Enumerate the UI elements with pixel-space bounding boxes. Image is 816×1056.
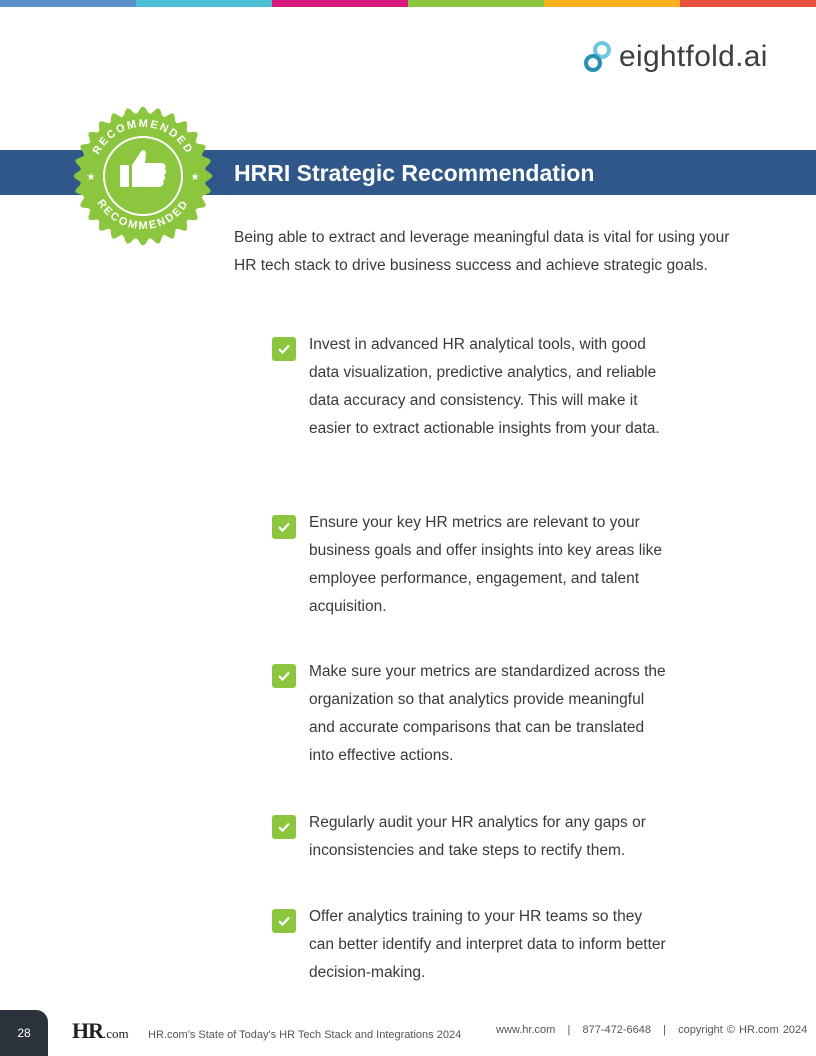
recommendation-item (272, 509, 672, 621)
recommendation-text: Make sure your metrics are standardized across the organization so that analytics provide meaningful and accurate comparisons that can be translated into effective actions. (309, 663, 666, 764)
recommendation-item (272, 331, 672, 443)
recommendation-item (272, 809, 672, 865)
stripe-segment (0, 0, 136, 7)
logo-text: eightfold.ai (619, 40, 768, 73)
stripe-segment (408, 0, 544, 7)
recommendation-text: Ensure your key HR metrics are relevant to your business goals and offer insights into key areas like employee performance, engagement, and talent acquisition. (309, 514, 662, 615)
page-number: 28 (0, 1010, 48, 1056)
footer (0, 1000, 816, 1056)
checkmark-icon (272, 909, 296, 933)
hr-com-logo (72, 1018, 129, 1044)
eightfold-logo (583, 40, 768, 74)
stripe-segment (544, 0, 680, 7)
checkmark-icon (272, 664, 296, 688)
recommendation-text: Regularly audit your HR analytics for any gaps or inconsistencies and take steps to rectify them. (309, 814, 646, 859)
star-icon: ★ (190, 172, 200, 183)
stripe-segment (272, 0, 408, 7)
stripe-segment (680, 0, 816, 7)
recommendation-item (272, 658, 672, 770)
checkmark-icon (272, 815, 296, 839)
badge-bottom-text: RECOMMENDED (94, 197, 192, 233)
recommended-badge (72, 105, 214, 247)
badge-top-text: RECOMMENDED (90, 117, 196, 157)
recommendation-item (272, 903, 672, 987)
footer-contact: www.hr.com | 877-472-6648 | copyright © HR.com 2024 (496, 1024, 808, 1036)
infinity-icon (583, 40, 613, 74)
footer-title: HR.com's State of Today's HR Tech Stack and Integrations 2024 (148, 1029, 462, 1041)
recommendation-text: Offer analytics training to your HR teams so they can better identify and interpret data to inform better decision-making. (309, 908, 666, 981)
hr-logo-text: HR (72, 1018, 103, 1043)
hr-logo-suffix: .com (103, 1026, 129, 1041)
page-title: HRRI Strategic Recommendation (234, 160, 595, 186)
recommendation-text: Invest in advanced HR analytical tools, with good data visualization, predictive analytics, and reliable data accuracy and consistency. This will make it easier to extract actionable insights from your data. (309, 336, 660, 437)
checkmark-icon (272, 515, 296, 539)
star-icon: ★ (86, 172, 96, 183)
checkmark-icon (272, 337, 296, 361)
color-stripe (0, 0, 816, 7)
intro-paragraph: Being able to extract and leverage meaningful data is vital for using your HR tech stack to drive business success and achieve strategic goals. (234, 229, 730, 274)
stripe-segment (136, 0, 272, 7)
